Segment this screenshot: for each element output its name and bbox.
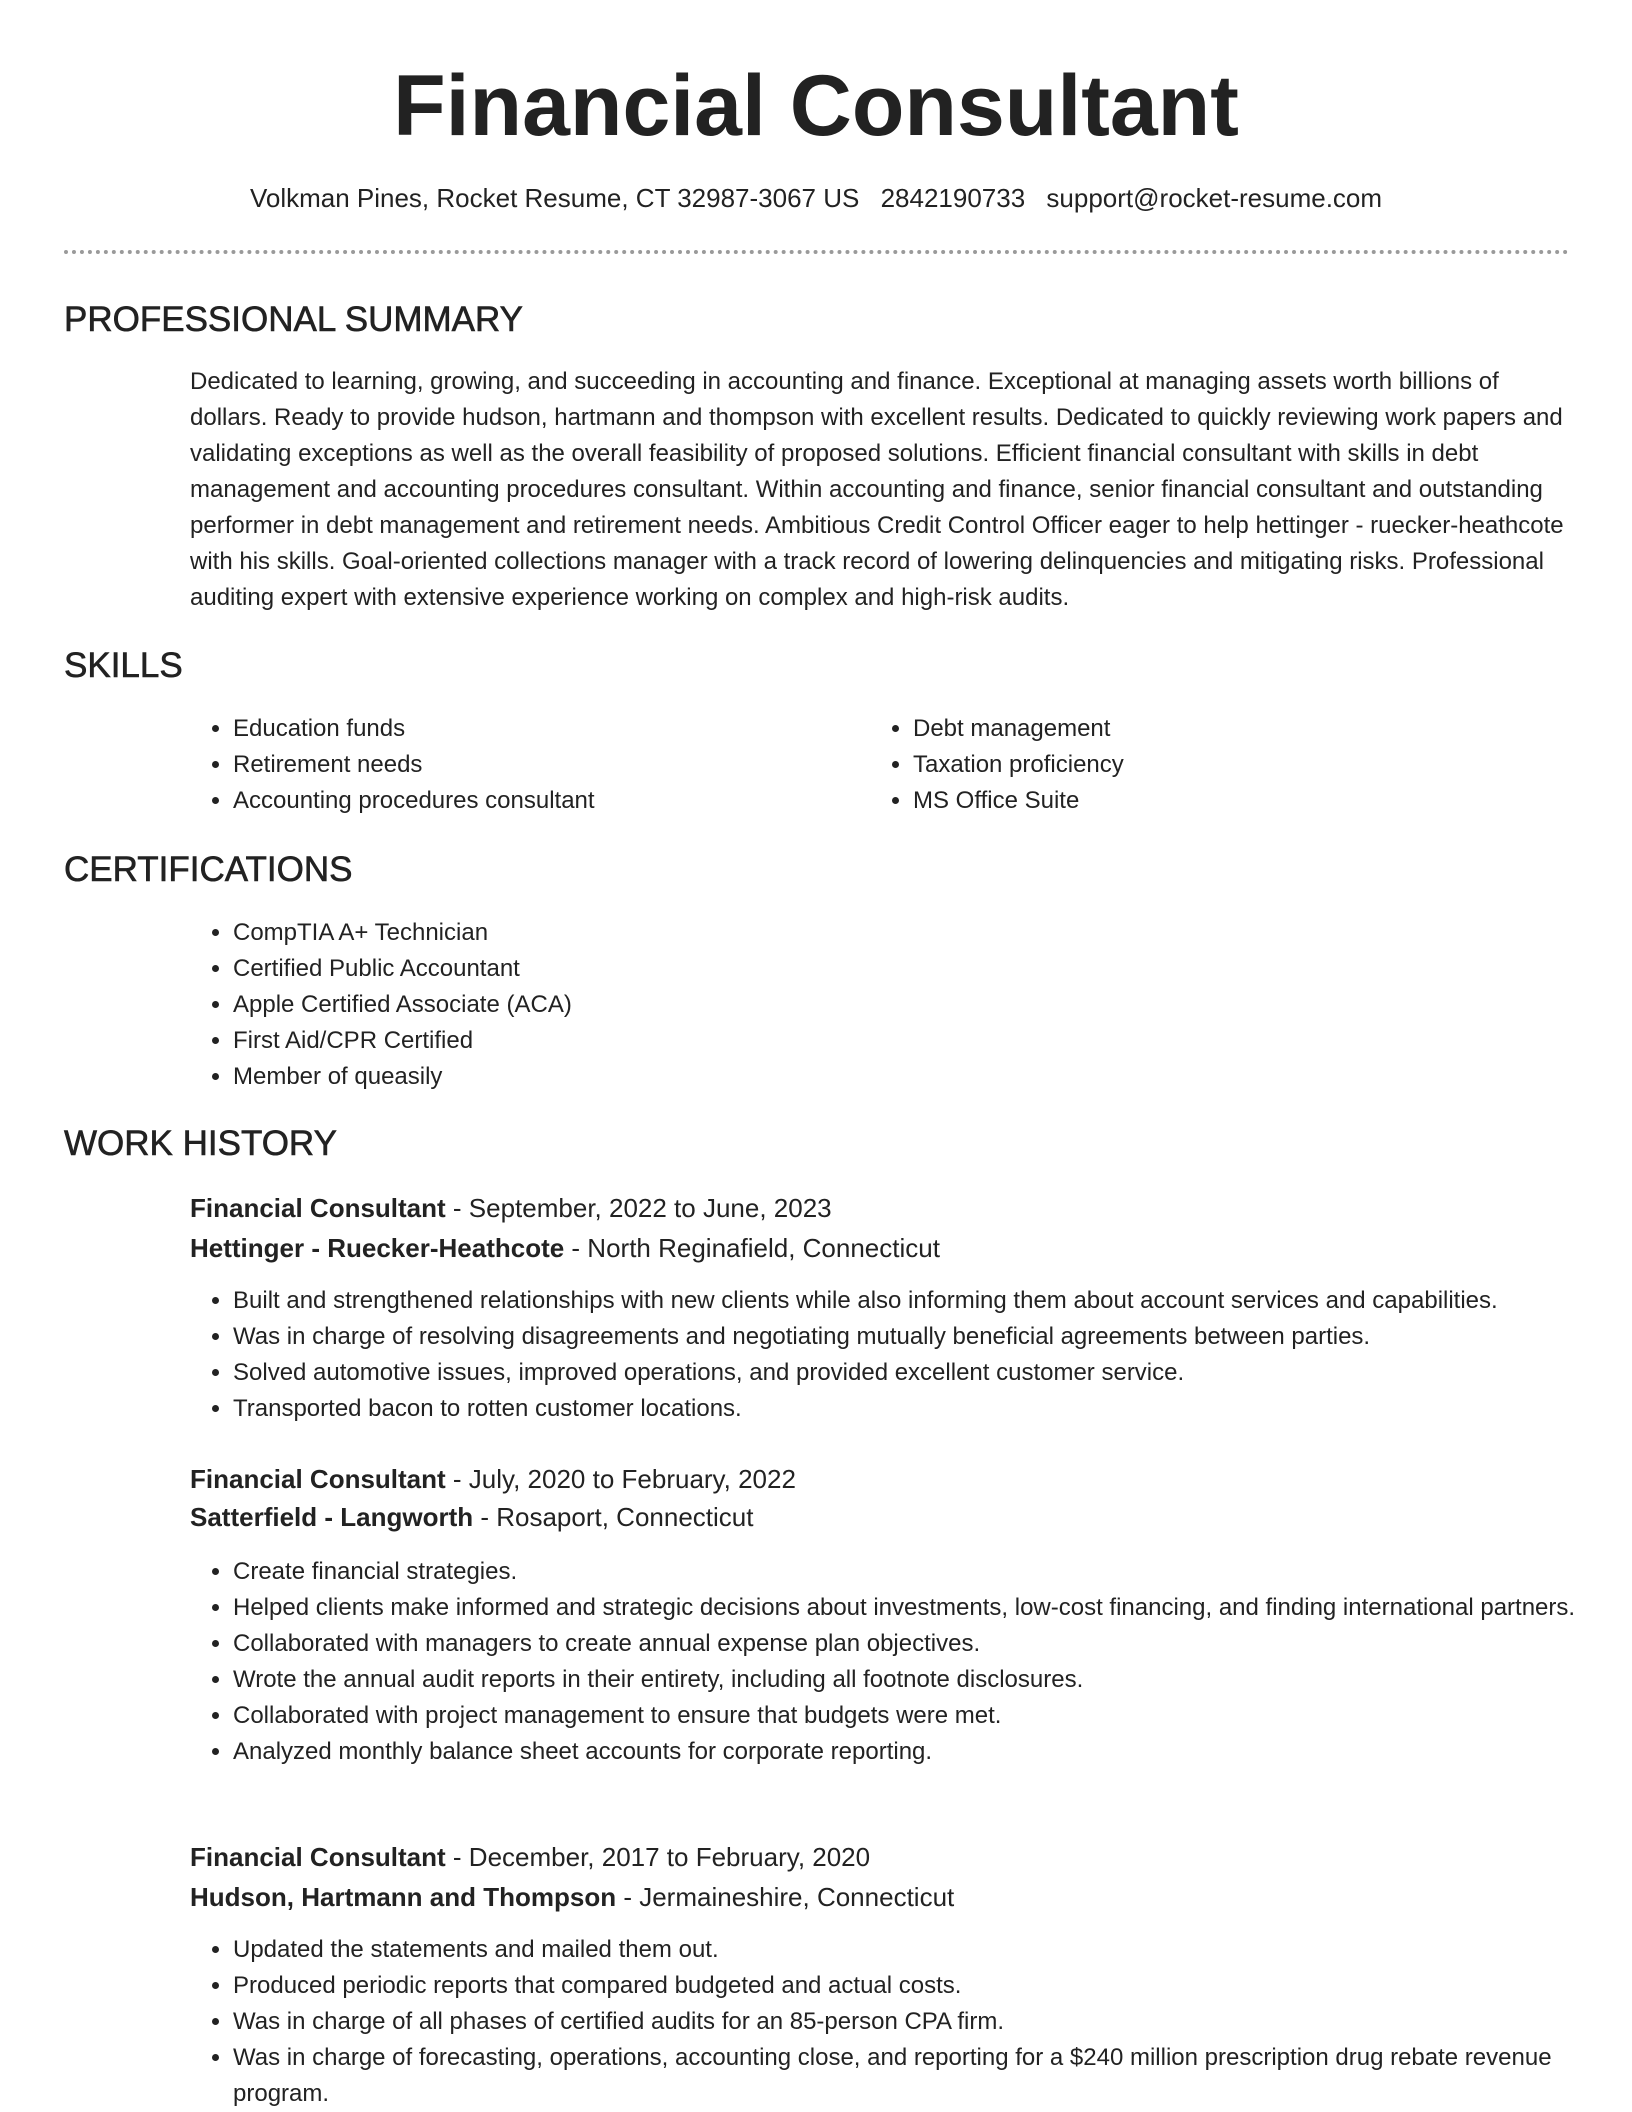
contact-line bbox=[0, 180, 1632, 216]
list-item: • Apple Certified Associate (ACA) bbox=[233, 987, 1623, 1023]
list-item: • Education funds bbox=[233, 711, 833, 747]
list-item: • Transported bacon to rotten customer locations. bbox=[233, 1391, 1632, 1427]
list-item: • Was in charge of resolving disagreements and negotiating mutually beneficial agreements between parties. bbox=[233, 1319, 1632, 1355]
job-company: Satterfield - Langworth bbox=[190, 1502, 474, 1532]
job-3-bullets bbox=[190, 1932, 1623, 2112]
job-2-company-line bbox=[190, 1498, 753, 1536]
list-item: • MS Office Suite bbox=[913, 783, 1513, 819]
job-location: - Rosaport, Connecticut bbox=[473, 1502, 754, 1532]
job-3-company-line bbox=[190, 1878, 954, 1916]
list-item: • Solved automotive issues, improved operations, and provided excellent customer service. bbox=[233, 1355, 1632, 1391]
list-item: • Create financial strategies. bbox=[233, 1554, 1623, 1590]
job-location: - North Reginafield, Connecticut bbox=[564, 1233, 940, 1263]
job-1-company-line bbox=[190, 1229, 940, 1267]
job-role: Financial Consultant bbox=[190, 1842, 446, 1872]
list-item: • Taxation proficiency bbox=[913, 747, 1513, 783]
list-item: • Produced periodic reports that compared budgeted and actual costs. bbox=[233, 1968, 1623, 2004]
skills-list-right bbox=[870, 711, 1513, 819]
list-item: • Was in charge of forecasting, operations, accounting close, and reporting for a $240 million prescription drug rebate revenue program. bbox=[233, 2040, 1623, 2112]
list-item: • First Aid/CPR Certified bbox=[233, 1023, 1623, 1059]
list-item: • Debt management bbox=[913, 711, 1513, 747]
skills-heading: SKILLS bbox=[64, 646, 183, 685]
job-2-bullets bbox=[190, 1554, 1623, 1770]
list-item: • Wrote the annual audit reports in their entirety, including all footnote disclosures. bbox=[233, 1662, 1623, 1698]
resume-name: Financial Consultant bbox=[393, 58, 1239, 154]
job-3-title-line bbox=[190, 1838, 870, 1876]
contact-email[interactable]: support@rocket-resume.com bbox=[1046, 183, 1383, 213]
job-dates: - July, 2020 to February, 2022 bbox=[445, 1464, 796, 1494]
list-item: • Collaborated with managers to create annual expense plan objectives. bbox=[233, 1626, 1623, 1662]
list-item: • Helped clients make informed and strategic decisions about investments, low-cost financing, and finding international partners. bbox=[233, 1590, 1623, 1626]
job-company: Hudson, Hartmann and Thompson bbox=[190, 1882, 617, 1912]
job-2-title-line bbox=[190, 1460, 796, 1498]
list-item: • Built and strengthened relationships with new clients while also informing them about account services and capabilities. bbox=[233, 1283, 1632, 1319]
certifications-heading: CERTIFICATIONS bbox=[64, 850, 353, 889]
job-location: - Jermaineshire, Connecticut bbox=[616, 1882, 955, 1912]
work-history-heading: WORK HISTORY bbox=[64, 1124, 337, 1163]
contact-phone: 2842190733 bbox=[880, 183, 1026, 213]
header-divider bbox=[64, 250, 1569, 254]
list-item: • Was in charge of all phases of certified audits for an 85-person CPA firm. bbox=[233, 2004, 1623, 2040]
skills-list-left bbox=[190, 711, 833, 819]
certifications-list bbox=[190, 915, 1623, 1095]
list-item: • CompTIA A+ Technician bbox=[233, 915, 1623, 951]
job-1-bullets bbox=[190, 1283, 1632, 1427]
list-item: • Retirement needs bbox=[233, 747, 833, 783]
list-item: • Member of queasily bbox=[233, 1059, 1623, 1095]
summary-text: Dedicated to learning, growing, and succeeding in accounting and finance. Exceptional at managing assets worth billions of dollars. Ready to provide hudson, hartmann and thompson with excellent results. Dedicated to quickly reviewing work papers and validating exceptions as well as the overall feasibility of proposed solutions. Efficient financial consultant with skills in debt management and accounting procedures consultant. Within accounting and finance, senior financial consultant and outstanding performer in debt management and retirement needs. Ambitious Credit Control Officer eager to help hettinger - ruecker-heathcote with his skills. Goal-oriented collections manager with a track record of lowering delinquencies and mitigating risks. Professional auditing expert with extensive experience working on complex and high-risk audits. bbox=[190, 368, 1564, 611]
list-item: • Accounting procedures consultant bbox=[233, 783, 833, 819]
job-company: Hettinger - Ruecker-Heathcote bbox=[190, 1233, 565, 1263]
list-item: • Collaborated with project management to ensure that budgets were met. bbox=[233, 1698, 1623, 1734]
job-role: Financial Consultant bbox=[190, 1464, 446, 1494]
job-dates: - December, 2017 to February, 2020 bbox=[445, 1842, 871, 1872]
list-item: • Updated the statements and mailed them out. bbox=[233, 1932, 1623, 1968]
job-role: Financial Consultant bbox=[190, 1193, 446, 1223]
list-item: • Analyzed monthly balance sheet accounts for corporate reporting. bbox=[233, 1734, 1623, 1770]
summary-heading: PROFESSIONAL SUMMARY bbox=[64, 300, 523, 339]
contact-address: Volkman Pines, Rocket Resume, CT 32987-3067 US bbox=[249, 183, 860, 213]
job-dates: - September, 2022 to June, 2023 bbox=[445, 1193, 832, 1223]
job-1-title-line bbox=[190, 1189, 832, 1227]
list-item: • Certified Public Accountant bbox=[233, 951, 1623, 987]
